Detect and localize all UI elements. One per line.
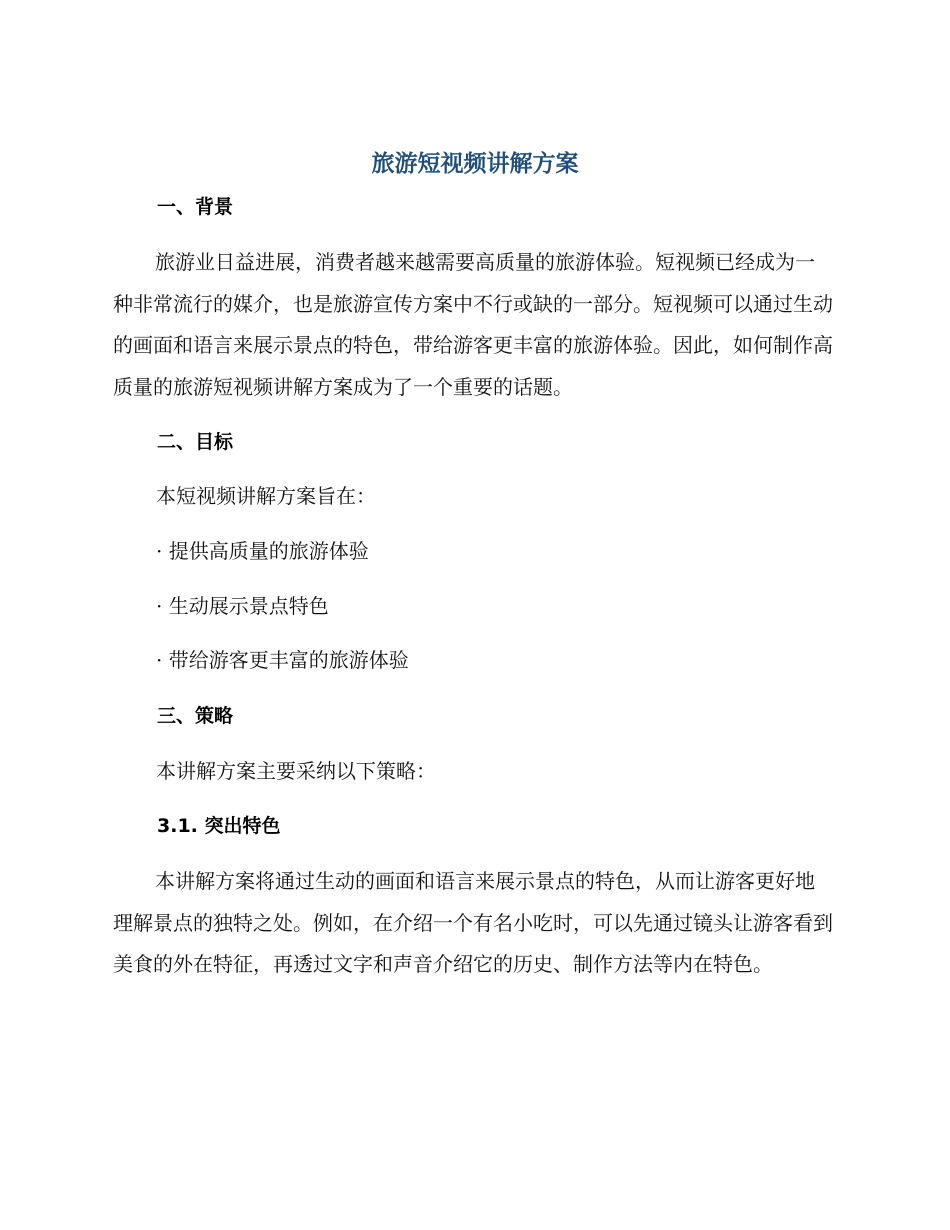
section-heading-background: 一、背景 — [157, 196, 234, 218]
goal-bullet-3: · 带给游客更丰富的旅游体验 — [156, 648, 409, 672]
document-title: 旅游短视频讲解方案 — [371, 151, 579, 177]
section-heading-strategy: 三、策略 — [157, 705, 234, 727]
strategy-intro: 本讲解方案主要采纳以下策略： — [156, 759, 436, 783]
section-heading-goals: 二、目标 — [157, 431, 234, 453]
highlight-paragraph: 本讲解方案将通过生动的画面和语言来展示景点的特色，从而让游客更好地理解景点的独特之处。例如，在介绍一个有名小吃时，可以先通过镜头让游客看到美食的外在特征，再透过文字和声音介绍它的历史、制作方法等内在特色。 — [113, 869, 833, 976]
background-paragraph: 旅游业日益进展，消费者越来越需要高质量的旅游体验。短视频已经成为一种非常流行的媒介，也是旅游宣传方案中不行或缺的一部分。短视频可以通过生动的画面和语言来展示景点的特色，带给游客更丰富的旅游体验。因此，如何制作高质量的旅游短视频讲解方案成为了一个重要的话题。 — [113, 250, 833, 399]
goals-intro: 本短视频讲解方案旨在： — [156, 484, 376, 508]
subsection-heading-highlight: 3.1. 突出特色 — [157, 815, 281, 837]
goal-bullet-1: · 提供高质量的旅游体验 — [156, 539, 369, 563]
goal-bullet-2: · 生动展示景点特色 — [156, 594, 329, 618]
